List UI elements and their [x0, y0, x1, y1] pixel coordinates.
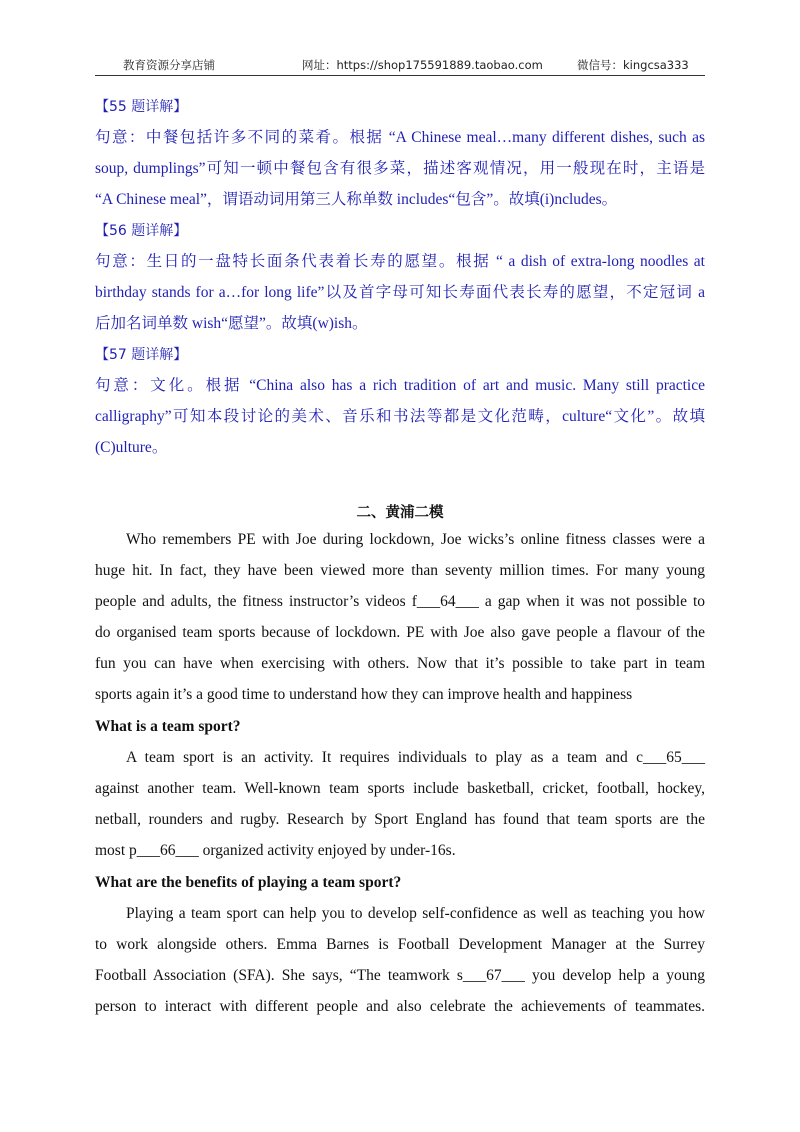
- passage-p3-line-4: person to interact with different people and also celebrate the achievements of teammates.: [95, 998, 705, 1015]
- passage-p3-line-3: Football Association (SFA). She says, “The teamwork s___67___ you develop help a young: [95, 967, 705, 984]
- passage-p1-line-6: sports again it’s a good time to understand how they can improve health and happiness: [95, 686, 633, 703]
- passage-p1-line-3: people and adults, the fitness instructor’s videos f___64___ a gap when it was not possible to: [95, 593, 705, 610]
- passage-p2-line-1: A team sport is an activity. It requires individuals to play as a team and c___65___: [126, 749, 705, 766]
- q56-title: 【56 题详解】: [95, 223, 188, 239]
- q56-line-1: 句意：生日的一盘特长面条代表着长寿的愿望。根据 “ a dish of extra-long noodles at: [95, 253, 705, 270]
- header-website: 网址：https://shop175591889.taobao.com: [302, 58, 543, 72]
- q55-line-3: “A Chinese meal”，谓语动词用第三人称单数 includes“包含”。故填(i)ncludes。: [95, 191, 618, 208]
- q57-title: 【57 题详解】: [95, 347, 188, 363]
- passage-p1-line-4: do organised team sports because of lockdown. PE with Joe also gave people a flavour of the: [95, 624, 705, 641]
- passage-heading-team-sport: What is a team sport?: [95, 718, 241, 735]
- header-wechat: 微信号：kingcsa333: [577, 58, 689, 72]
- page-header: [95, 57, 705, 76]
- passage-p1-line-2: huge hit. In fact, they have been viewed more than seventy million times. For many young: [95, 562, 705, 579]
- passage-p1-line-5: fun you can have when exercising with others. Now that it’s possible to take part in team: [95, 655, 705, 672]
- q57-line-3: (C)ulture。: [95, 439, 168, 456]
- q55-title: 【55 题详解】: [95, 99, 188, 115]
- header-shop-name: 教育资源分享店铺: [123, 58, 215, 72]
- passage-p3-line-1: Playing a team sport can help you to develop self-confidence as well as teaching you how: [126, 905, 705, 922]
- passage-heading-benefits: What are the benefits of playing a team sport?: [95, 874, 402, 891]
- q56-line-3: 后加名词单数 wish“愿望”。故填(w)ish。: [95, 315, 368, 332]
- q57-line-2: calligraphy”可知本段讨论的美术、音乐和书法等都是文化范畴，culture“文化”。故填: [95, 408, 705, 425]
- q55-line-2: soup, dumplings”可知一顿中餐包含有很多菜，描述客观情况，用一般现在时，主语是: [95, 160, 705, 177]
- passage-p2-line-4: most p___66___ organized activity enjoyed by under-16s.: [95, 842, 456, 859]
- passage-p1-line-1: Who remembers PE with Joe during lockdown, Joe wicks’s online fitness classes were a: [126, 531, 705, 548]
- q57-line-1: 句意：文化。根据 “China also has a rich tradition of art and music. Many still practice: [95, 377, 705, 394]
- section-title: 二、黄浦二模: [356, 505, 444, 521]
- passage-p2-line-3: netball, rounders and rugby. Research by Sport England has found that team sports are the: [95, 811, 705, 828]
- q55-line-1: 句意：中餐包括许多不同的菜肴。根据 “A Chinese meal…many different dishes, such as: [95, 129, 705, 146]
- passage-p2-line-2: against another team. Well-known team sports include basketball, cricket, football, hockey,: [95, 780, 705, 797]
- q56-line-2: birthday stands for a…for long life”以及首字母可知长寿面代表长寿的愿望，不定冠词 a: [95, 284, 705, 301]
- passage-p3-line-2: to work alongside others. Emma Barnes is Football Development Manager at the Surrey: [95, 936, 705, 953]
